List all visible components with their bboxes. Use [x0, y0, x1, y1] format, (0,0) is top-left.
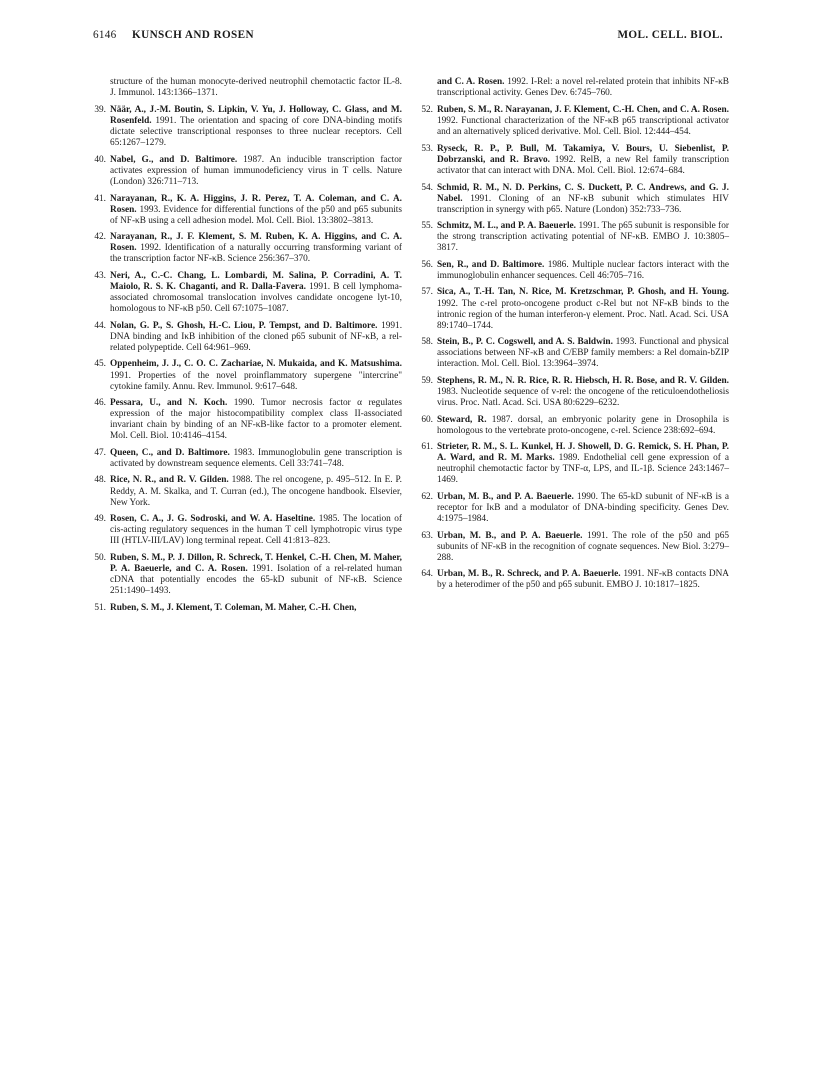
reference-authors: Ryseck, R. P., P. Bull, M. Takamiya, V. Bours, U. Siebenlist, P. Dobrzanski, and R. Bravo.	[437, 143, 729, 165]
reference-number: 54.	[421, 182, 433, 193]
reference-text: 1985. The location of cis-acting regulatory sequences in the human T cell lymphotropic virus type III (HTLV-III/LAV) long terminal repeat. Cell 41:813–823.	[110, 514, 403, 547]
reference-entry	[421, 287, 729, 331]
reference-number: 56.	[421, 259, 433, 270]
reference-entry	[94, 514, 402, 547]
reference-entry	[94, 398, 402, 442]
reference-authors: Schmitz, M. L., and P. A. Baeuerle.	[437, 221, 577, 232]
reference-number: 41.	[94, 193, 106, 204]
reference-authors: and C. A. Rosen.	[437, 77, 505, 87]
reference-entry	[421, 442, 729, 486]
reference-column-left	[94, 77, 402, 619]
reference-number: 42.	[94, 232, 106, 243]
reference-authors: Stein, B., P. C. Cogswell, and A. S. Baldwin.	[437, 337, 613, 348]
reference-column-right	[421, 77, 729, 597]
reference-entry	[421, 569, 729, 591]
reference-entry	[421, 183, 729, 216]
reference-authors: Ruben, S. M., R. Narayanan, J. F. Klement, C.-H. Chen, and C. A. Rosen.	[437, 105, 729, 116]
reference-number: 39.	[94, 105, 106, 116]
running-head-journal: MOL. CELL. BIOL.	[617, 29, 723, 41]
reference-text: 1986. Multiple nuclear factors interact with the immunoglobulin enhancer sequences. Cell 46:705–716.	[437, 259, 729, 281]
reference-entry	[421, 144, 729, 177]
reference-text: 1991. DNA binding and IκB inhibition of the cloned p65 subunit of NF-κB, a rel-related polypeptide. Cell 64:961–969.	[110, 320, 403, 353]
reference-number: 40.	[94, 154, 106, 165]
reference-number: 59.	[421, 375, 433, 386]
reference-authors: Sica, A., T.-H. Tan, N. Rice, M. Kretzschmar, P. Ghosh, and H. Young.	[437, 287, 729, 298]
reference-text: 1992. Identification of a naturally occurring transforming variant of the transcription factor NF-κB. Science 256:367–370.	[110, 243, 402, 265]
reference-authors: Urban, M. B., and P. A. Baeuerle.	[437, 530, 583, 541]
reference-number: 46.	[94, 398, 106, 409]
reference-authors: Queen, C., and D. Baltimore.	[110, 447, 230, 458]
reference-entry	[94, 105, 402, 149]
reference-text: 1991. Cloning of an NF-κB subunit which stimulates HIV transcription in synergy with p65. Nature (London) 352:733–736.	[437, 193, 729, 215]
reference-text: 1987. dorsal, an embryonic polarity gene in Drosophila is homologous to the vertebrate proto-oncogene, c-rel. Science 238:692–694.	[437, 414, 729, 436]
reference-entry	[94, 321, 402, 354]
reference-entry	[421, 260, 729, 282]
reference-text: 1991. NF-κB contacts DNA by a heterodimer of the p50 and p65 subunit. EMBO J. 10:1817–1825.	[437, 569, 729, 591]
reference-entry	[94, 155, 402, 188]
reference-text: 1987. An inducible transcription factor activates expression of human immunodeficiency virus in T cells. Nature (London) 326:711–713.	[110, 154, 402, 188]
page-header	[93, 29, 723, 45]
reference-number: 49.	[94, 514, 106, 525]
reference-authors: Sen, R., and D. Baltimore.	[437, 259, 545, 270]
reference-authors: Rice, N. R., and R. V. Gilden.	[110, 475, 229, 486]
reference-authors: Urban, M. B., and P. A. Baeuerle.	[437, 491, 574, 502]
reference-number: 57.	[421, 287, 433, 298]
reference-number: 55.	[421, 221, 433, 232]
reference-authors: Oppenheim, J. J., C. O. C. Zachariae, N. Mukaida, and K. Matsushima.	[110, 359, 402, 370]
reference-entry	[421, 337, 729, 370]
reference-number: 58.	[421, 337, 433, 348]
reference-authors: Nabel, G., and D. Baltimore.	[110, 154, 238, 165]
reference-authors: Ruben, S. M., J. Klement, T. Coleman, M. Maher, C.-H. Chen,	[110, 602, 357, 613]
reference-text: 1983. Immunoglobulin gene transcription is activated by downstream sequence elements. Cell 33:741–748.	[110, 447, 403, 469]
reference-entry	[421, 376, 729, 409]
reference-number: 44.	[94, 320, 106, 331]
reference-authors: Urban, M. B., R. Schreck, and P. A. Baeuerle.	[437, 569, 621, 580]
reference-authors: Näär, A., J.-M. Boutin, S. Lipkin, V. Yu, J. Holloway, C. Glass, and M. Rosenfeld.	[110, 105, 402, 127]
reference-text: 1991. The p65 subunit is responsible for the strong transcription activating potential of NF-κB. EMBO J. 10:3805–3817.	[437, 221, 729, 254]
reference-number: 48.	[94, 475, 106, 486]
reference-number: 52.	[421, 105, 433, 116]
reference-text: 1991. Isolation of a rel-related human cDNA that potentially encodes the 65-kD subunit of NF-κB. Science 251:1490–1493.	[110, 563, 402, 597]
reference-text: 1991. Properties of the novel proinflammatory supergene "intercrine" cytokine family. Annu. Rev. Immunol. 9:617–648.	[110, 370, 402, 392]
reference-authors: Schmid, R. M., N. D. Perkins, C. S. Duckett, P. C. Andrews, and G. J. Nabel.	[437, 182, 729, 204]
reference-number: 64.	[421, 569, 433, 580]
reference-entry	[421, 531, 729, 564]
reference-authors: Rosen, C. A., J. G. Sodroski, and W. A. Haseltine.	[110, 514, 316, 525]
reference-number: 43.	[94, 270, 106, 281]
reference-text: 1992. Functional characterization of the NF-κB p65 transcriptional activator and an alternatively spliced derivative. Mol. Cell. Biol. 12:444–454.	[437, 116, 729, 138]
reference-entry	[94, 194, 402, 227]
reference-authors: Narayanan, R., J. F. Klement, S. M. Ruben, K. A. Higgins, and C. A. Rosen.	[110, 232, 402, 254]
reference-authors: Narayanan, R., K. A. Higgins, J. R. Perez, T. A. Coleman, and C. A. Rosen.	[110, 193, 402, 215]
reference-number: 47.	[94, 447, 106, 458]
reference-entry	[94, 271, 402, 315]
reference-continuation	[437, 77, 729, 99]
reference-authors: Stephens, R. M., N. R. Rice, R. R. Hiebsch, H. R. Bose, and R. V. Gilden.	[437, 375, 729, 386]
reference-number: 51.	[94, 602, 106, 613]
reference-authors: Steward, R.	[437, 414, 487, 425]
reference-authors: Pessara, U., and N. Koch.	[110, 398, 228, 409]
reference-entry	[421, 105, 729, 138]
reference-number: 61.	[421, 442, 433, 453]
reference-entry	[94, 603, 402, 614]
reference-entry	[94, 448, 402, 470]
reference-entry	[421, 415, 729, 437]
reference-text: 1989. Endothelial cell gene expression of a neutrophil chemotactic factor by TNF-α, LPS, and IL-1β. Science 243:1467–1469.	[437, 453, 729, 486]
running-head-authors: KUNSCH AND ROSEN	[132, 29, 255, 41]
reference-authors: Ruben, S. M., P. J. Dillon, R. Schreck, T. Henkel, C.-H. Chen, M. Maher, P. A. Baeuerle, and C. A. Rosen.	[110, 552, 402, 574]
reference-text: 1991. B cell lymphoma-associated chromosomal translocation involves candidate oncogene lyt-10, homologous to NF-κB p50. Cell 67:1075–1087.	[110, 282, 403, 315]
reference-number: 62.	[421, 491, 433, 502]
reference-number: 50.	[94, 552, 106, 563]
reference-number: 63.	[421, 530, 433, 541]
reference-text: 1993. Functional and physical associations between NF-κB and C/EBP family members: a Rel domain-bZIP interaction. Mol. Cell. Biol. 13:3964–3974.	[437, 337, 730, 370]
reference-text: 1988. The rel oncogene, p. 495–512. In E. P. Reddy, A. M. Skalka, and T. Curran (ed.), The oncogene handbook. Elsevier, New York.	[110, 475, 402, 508]
reference-entry	[94, 359, 402, 392]
reference-text: 1983. Nucleotide sequence of v-rel: the oncogene of the reticuloendotheliosis virus. Proc. Natl. Acad. Sci. USA 80:6229–6232.	[437, 386, 729, 409]
reference-entry	[94, 232, 402, 265]
reference-text: 1992. The c-rel proto-oncogene product c-Rel but not NF-κB binds to the intronic region of the human interferon-γ element. Proc. Natl. Acad. Sci. USA 89:1740–1744.	[437, 298, 729, 331]
reference-text: 1992. I-Rel: a novel rel-related protein that inhibits NF-κB transcriptional activity. Genes Dev. 6:745–760.	[437, 77, 729, 99]
reference-text: 1991. The role of the p50 and p65 subunits of NF-κB in the recognition of cognate sequences. New Biol. 3:279–288.	[437, 530, 730, 563]
reference-entry	[421, 492, 729, 525]
reference-entry	[94, 475, 402, 508]
reference-text: 1992. RelB, a new Rel family transcription activator that can interact with DNA. Mol. Cell. Biol. 12:674–684.	[437, 154, 729, 177]
reference-entry	[94, 553, 402, 597]
reference-authors: Neri, A., C.-C. Chang, L. Lombardi, M. Salina, P. Corradini, A. T. Maiolo, R. S. K. Chaganti, and R. Dalla-Favera.	[110, 270, 402, 293]
reference-authors: Strieter, R. M., S. L. Kunkel, H. J. Showell, D. G. Remick, S. H. Phan, P. A. Ward, and R. M. Marks.	[437, 442, 729, 464]
reference-number: 45.	[94, 359, 106, 370]
reference-authors: Nolan, G. P., S. Ghosh, H.-C. Liou, P. Tempst, and D. Baltimore.	[110, 320, 378, 331]
page-number: 6146	[93, 29, 117, 41]
reference-text: 1991. The orientation and spacing of core DNA-binding motifs dictate selective transcriptional responses to three nuclear receptors. Cell 65:1267–1279.	[110, 116, 402, 149]
reference-text: 1990. The 65-kD subunit of NF-κB is a receptor for IκB and a modulator of DNA-binding specificity. Genes Dev. 4:1975–1984.	[437, 491, 729, 525]
reference-continuation: structure of the human monocyte-derived neutrophil chemotactic factor IL-8. J. Immunol. 143:1366–1371.	[110, 77, 402, 99]
reference-entry	[421, 221, 729, 254]
reference-number: 60.	[421, 414, 433, 425]
reference-number: 53.	[421, 143, 433, 154]
reference-text: 1993. Evidence for differential functions of the p50 and p65 subunits of NF-κB using a cell adhesion model. Mol. Cell. Biol. 13:3802–3813.	[110, 204, 402, 226]
reference-text: 1990. Tumor necrosis factor α regulates expression of the major histocompatibility complex class II-associated invariant chain by binding of an NF-κB-like factor to a promoter element. Mol. Cell. Biol. 10:4146–4154.	[110, 398, 403, 442]
